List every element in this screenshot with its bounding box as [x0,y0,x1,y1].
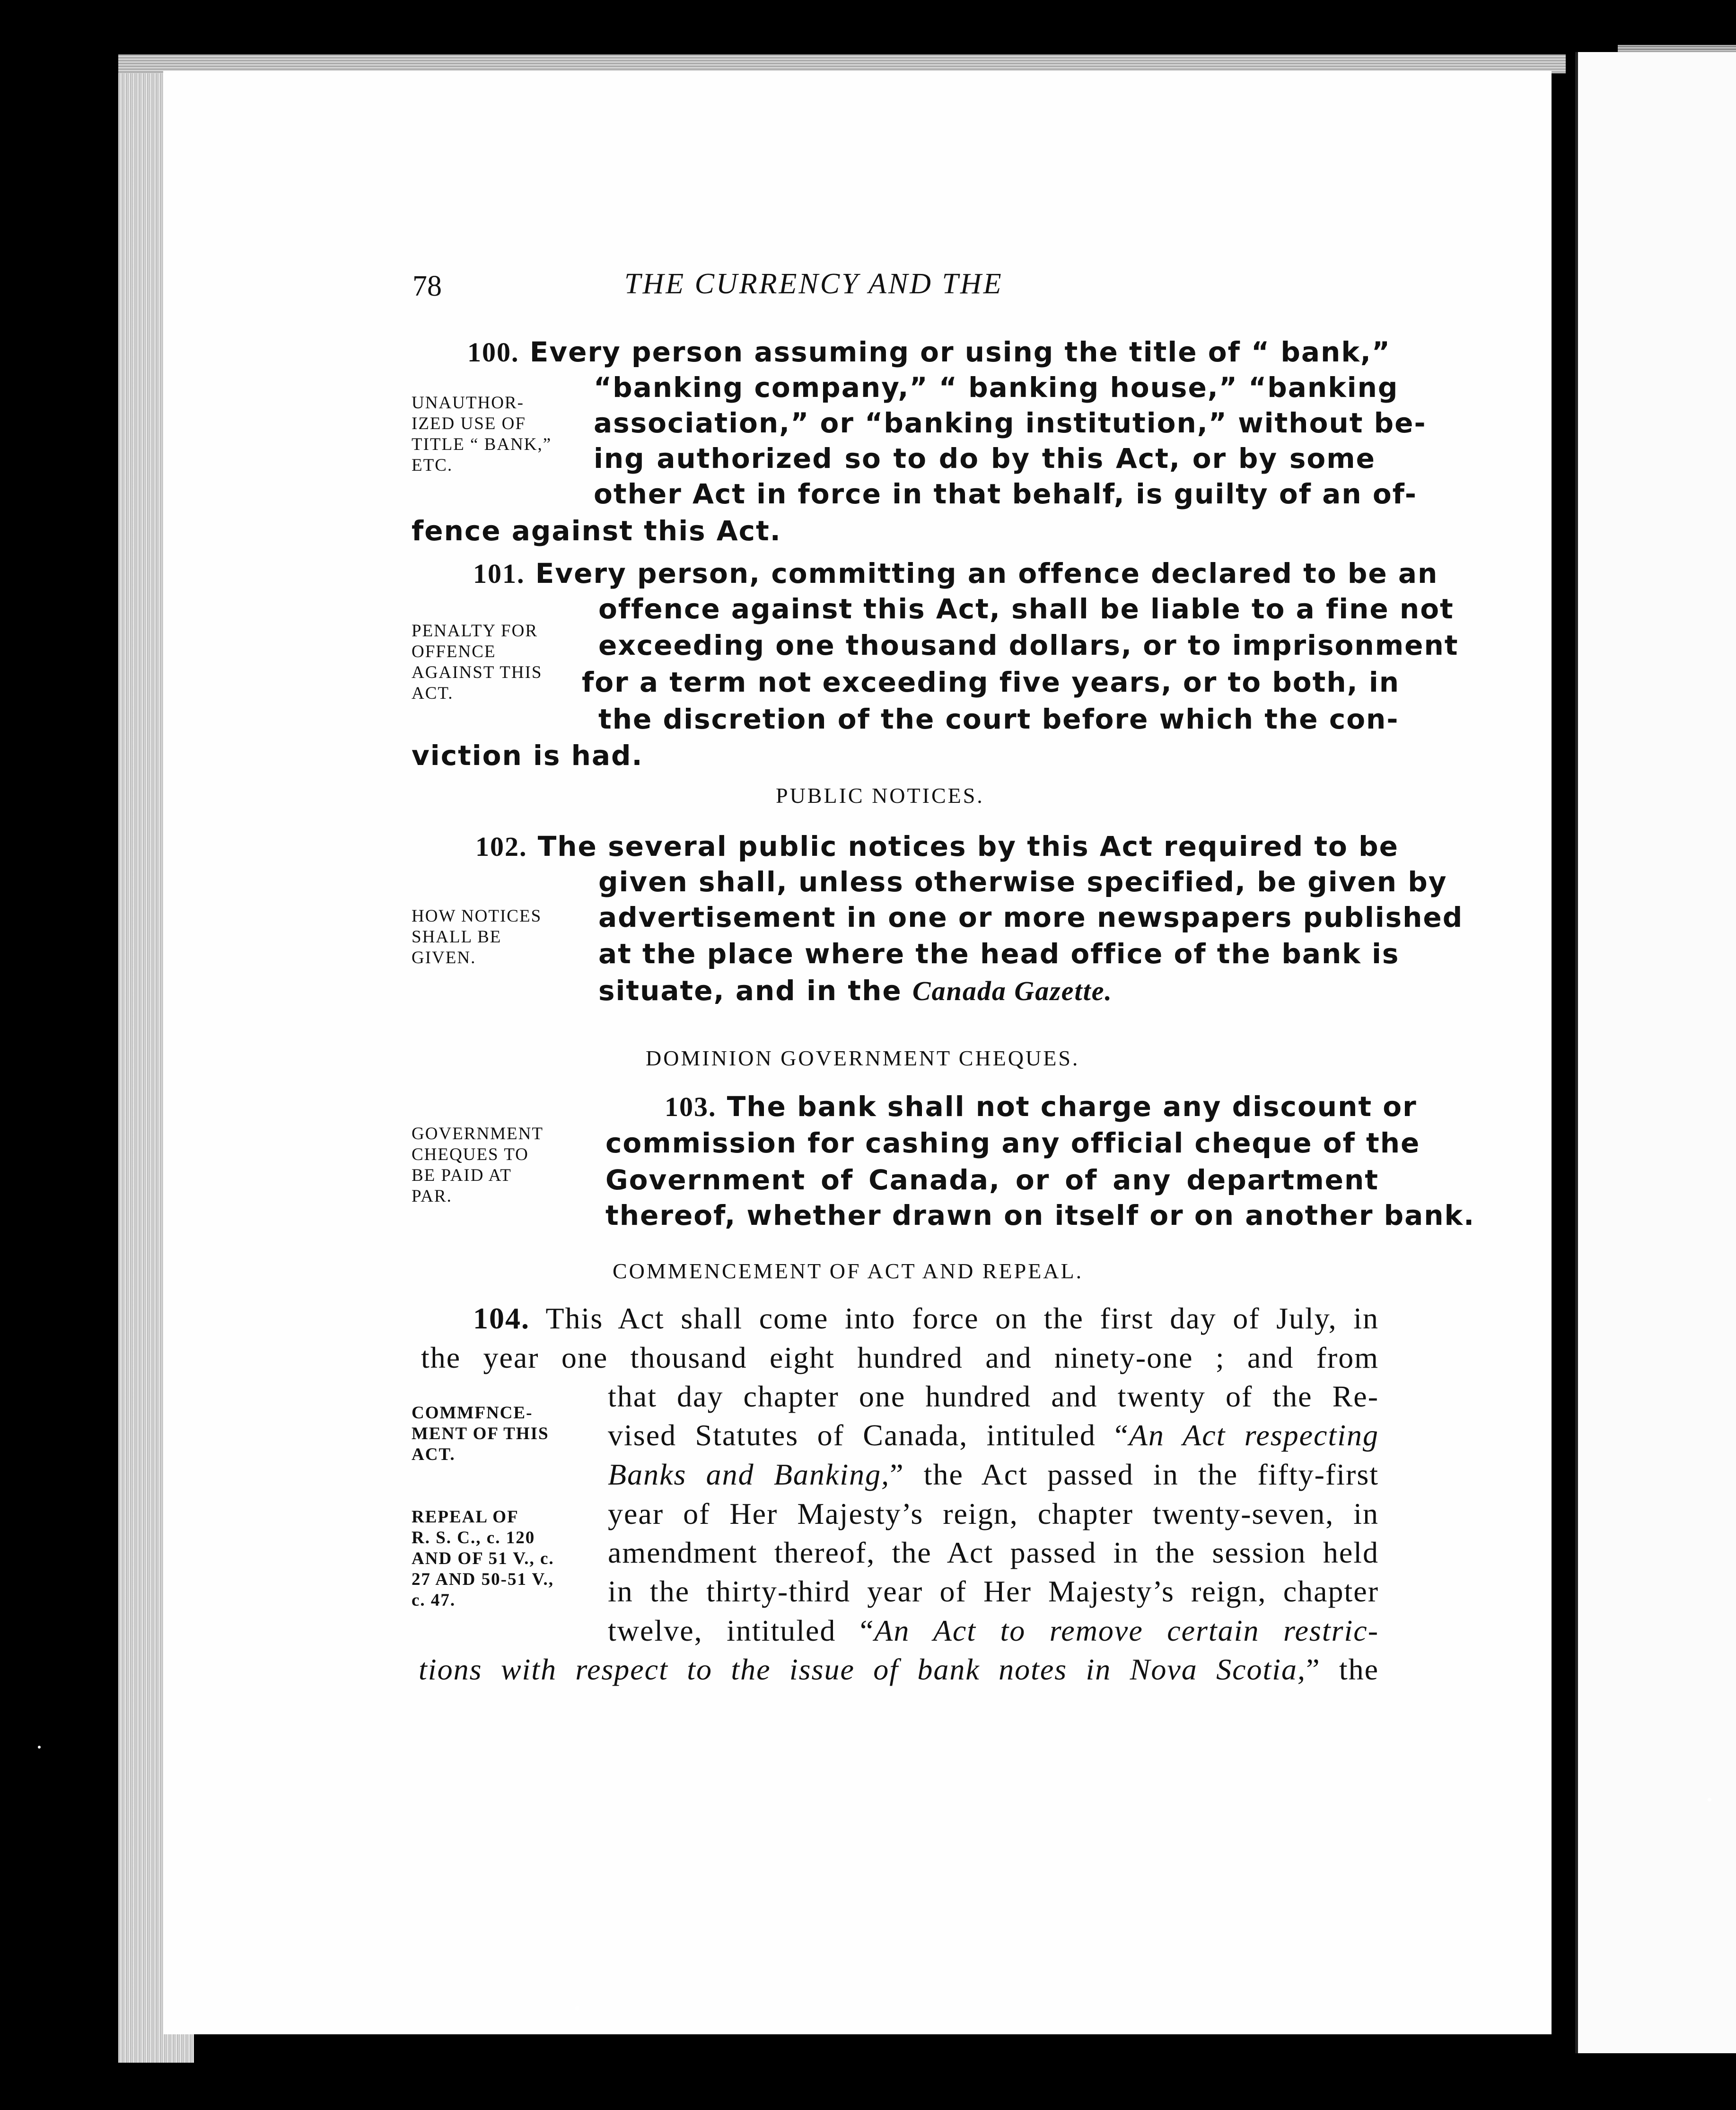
next-page-edge [1575,52,1736,2053]
section-101-line-4: for a term not exceeding five years, or to both, in [582,666,1400,698]
section-number: 104. [473,1301,530,1335]
page-number: 78 [412,270,442,302]
section-104-line-4: vised Statutes of Canada, intituled “An Act respecting [608,1418,1379,1452]
section-104-line-3: that day chapter one hundred and twenty of the Re- [608,1380,1379,1413]
section-102-line-3: advertisement in one or more newspapers published [598,901,1464,933]
section-number: 103. [665,1091,717,1122]
section-number: 102. [475,831,527,862]
section-100-line-5: other Act in force in that behalf, is guilty of an of- [594,478,1417,510]
section-104-line-2: the year one thousand eight hundred and ninety-one ; and from [421,1341,1379,1374]
dust-speck [1708,1798,1711,1802]
marginal-note-notices: HOW NOTICES SHALL BE GIVEN. [412,906,542,967]
section-100-line-6: fence against this Act. [412,515,781,547]
section-104-line-7: amendment thereof, the Act passed in the session held [608,1536,1379,1569]
act-title-italic: An Act to remove certain restric- [874,1614,1379,1647]
section-104-line-1: 104. This Act shall come into force on the first day of July, in [473,1301,1379,1335]
heading-commencement: COMMENCEMENT OF ACT AND REPEAL. [613,1259,1084,1283]
section-100-line-2: “banking company,” “ banking house,” “banking [594,371,1399,404]
section-103-line-1: 103. The bank shall not charge any discount or [665,1090,1417,1123]
section-104-line-6: year of Her Majesty’s reign, chapter twenty-seven, in [608,1497,1379,1530]
section-101-line-6: viction is had. [412,739,643,772]
marginal-note-cheques: GOVERNMENT CHEQUES TO BE PAID AT PAR. [412,1124,544,1206]
heading-dominion-cheques: DOMINION GOVERNMENT CHEQUES. [646,1046,1080,1070]
section-number: 101. [473,558,525,589]
marginal-note-unauthorized-title: UNAUTHOR- IZED USE OF TITLE “ BANK,” ETC. [412,393,552,475]
section-104-line-8: in the thirty-third year of Her Majesty’s reign, chapter [608,1574,1379,1608]
section-103-line-2: commission for cashing any official cheque of the [605,1127,1420,1159]
section-102-line-1: 102. The several public notices by this Act required to be [475,830,1399,862]
canada-gazette-italic: Canada Gazette. [912,976,1113,1006]
marginal-note-commencement: COMMFNCE- MENT OF THIS ACT. [412,1403,549,1464]
section-101-line-3: exceeding one thousand dollars, or to imprisonment [598,629,1459,661]
section-101-line-1: 101. Every person, committing an offence declared to be an [473,557,1438,589]
dust-speck [38,1746,41,1749]
section-103-line-4: thereof, whether drawn on itself or on another bank. [605,1199,1475,1231]
section-100-line-4: ing authorized so to do by this Act, or by some [594,442,1376,475]
section-103-line-3: Government of Canada, or of any department [605,1164,1379,1196]
section-101-line-2: offence against this Act, shall be liable to a fine not [598,593,1454,625]
marginal-note-repeal: REPEAL OF R. S. C., c. 120 AND OF 51 V., c. 27 AND 50-51 V., c. 47. [412,1507,554,1610]
section-100-line-1: 100. Every person assuming or using the title of “ bank,” [467,336,1391,368]
marginal-note-penalty: PENALTY FOR OFFENCE AGAINST THIS ACT. [412,621,543,703]
act-title-italic: An Act respecting [1129,1418,1379,1452]
dust-speck [575,2006,579,2011]
heading-public-notices: PUBLIC NOTICES. [776,783,984,808]
section-100-line-3: association,” or “banking institution,” without be- [594,407,1427,439]
act-title-italic: Banks and Banking, [608,1458,890,1491]
section-104-line-5: Banks and Banking,” the Act passed in the fifty-first [608,1458,1379,1491]
running-title: THE CURRENCY AND THE [624,268,1003,300]
section-102-line-2: given shall, unless otherwise specified, be given by [598,866,1447,898]
page-stack-top-edge [118,54,1566,73]
act-title-italic: tions with respect to the issue of bank notes in Nova Scotia, [419,1653,1306,1686]
section-104-line-9: twelve, intituled “An Act to remove certain restric- [608,1614,1379,1647]
section-102-line-5: situate, and in the Canada Gazette. [598,975,1113,1007]
section-number: 100. [467,337,519,368]
section-102-line-4: at the place where the head office of the bank is [598,938,1400,970]
section-101-line-5: the discretion of the court before which the con- [598,703,1399,735]
section-104-line-10: tions with respect to the issue of bank notes in Nova Scotia,” the [419,1653,1379,1686]
